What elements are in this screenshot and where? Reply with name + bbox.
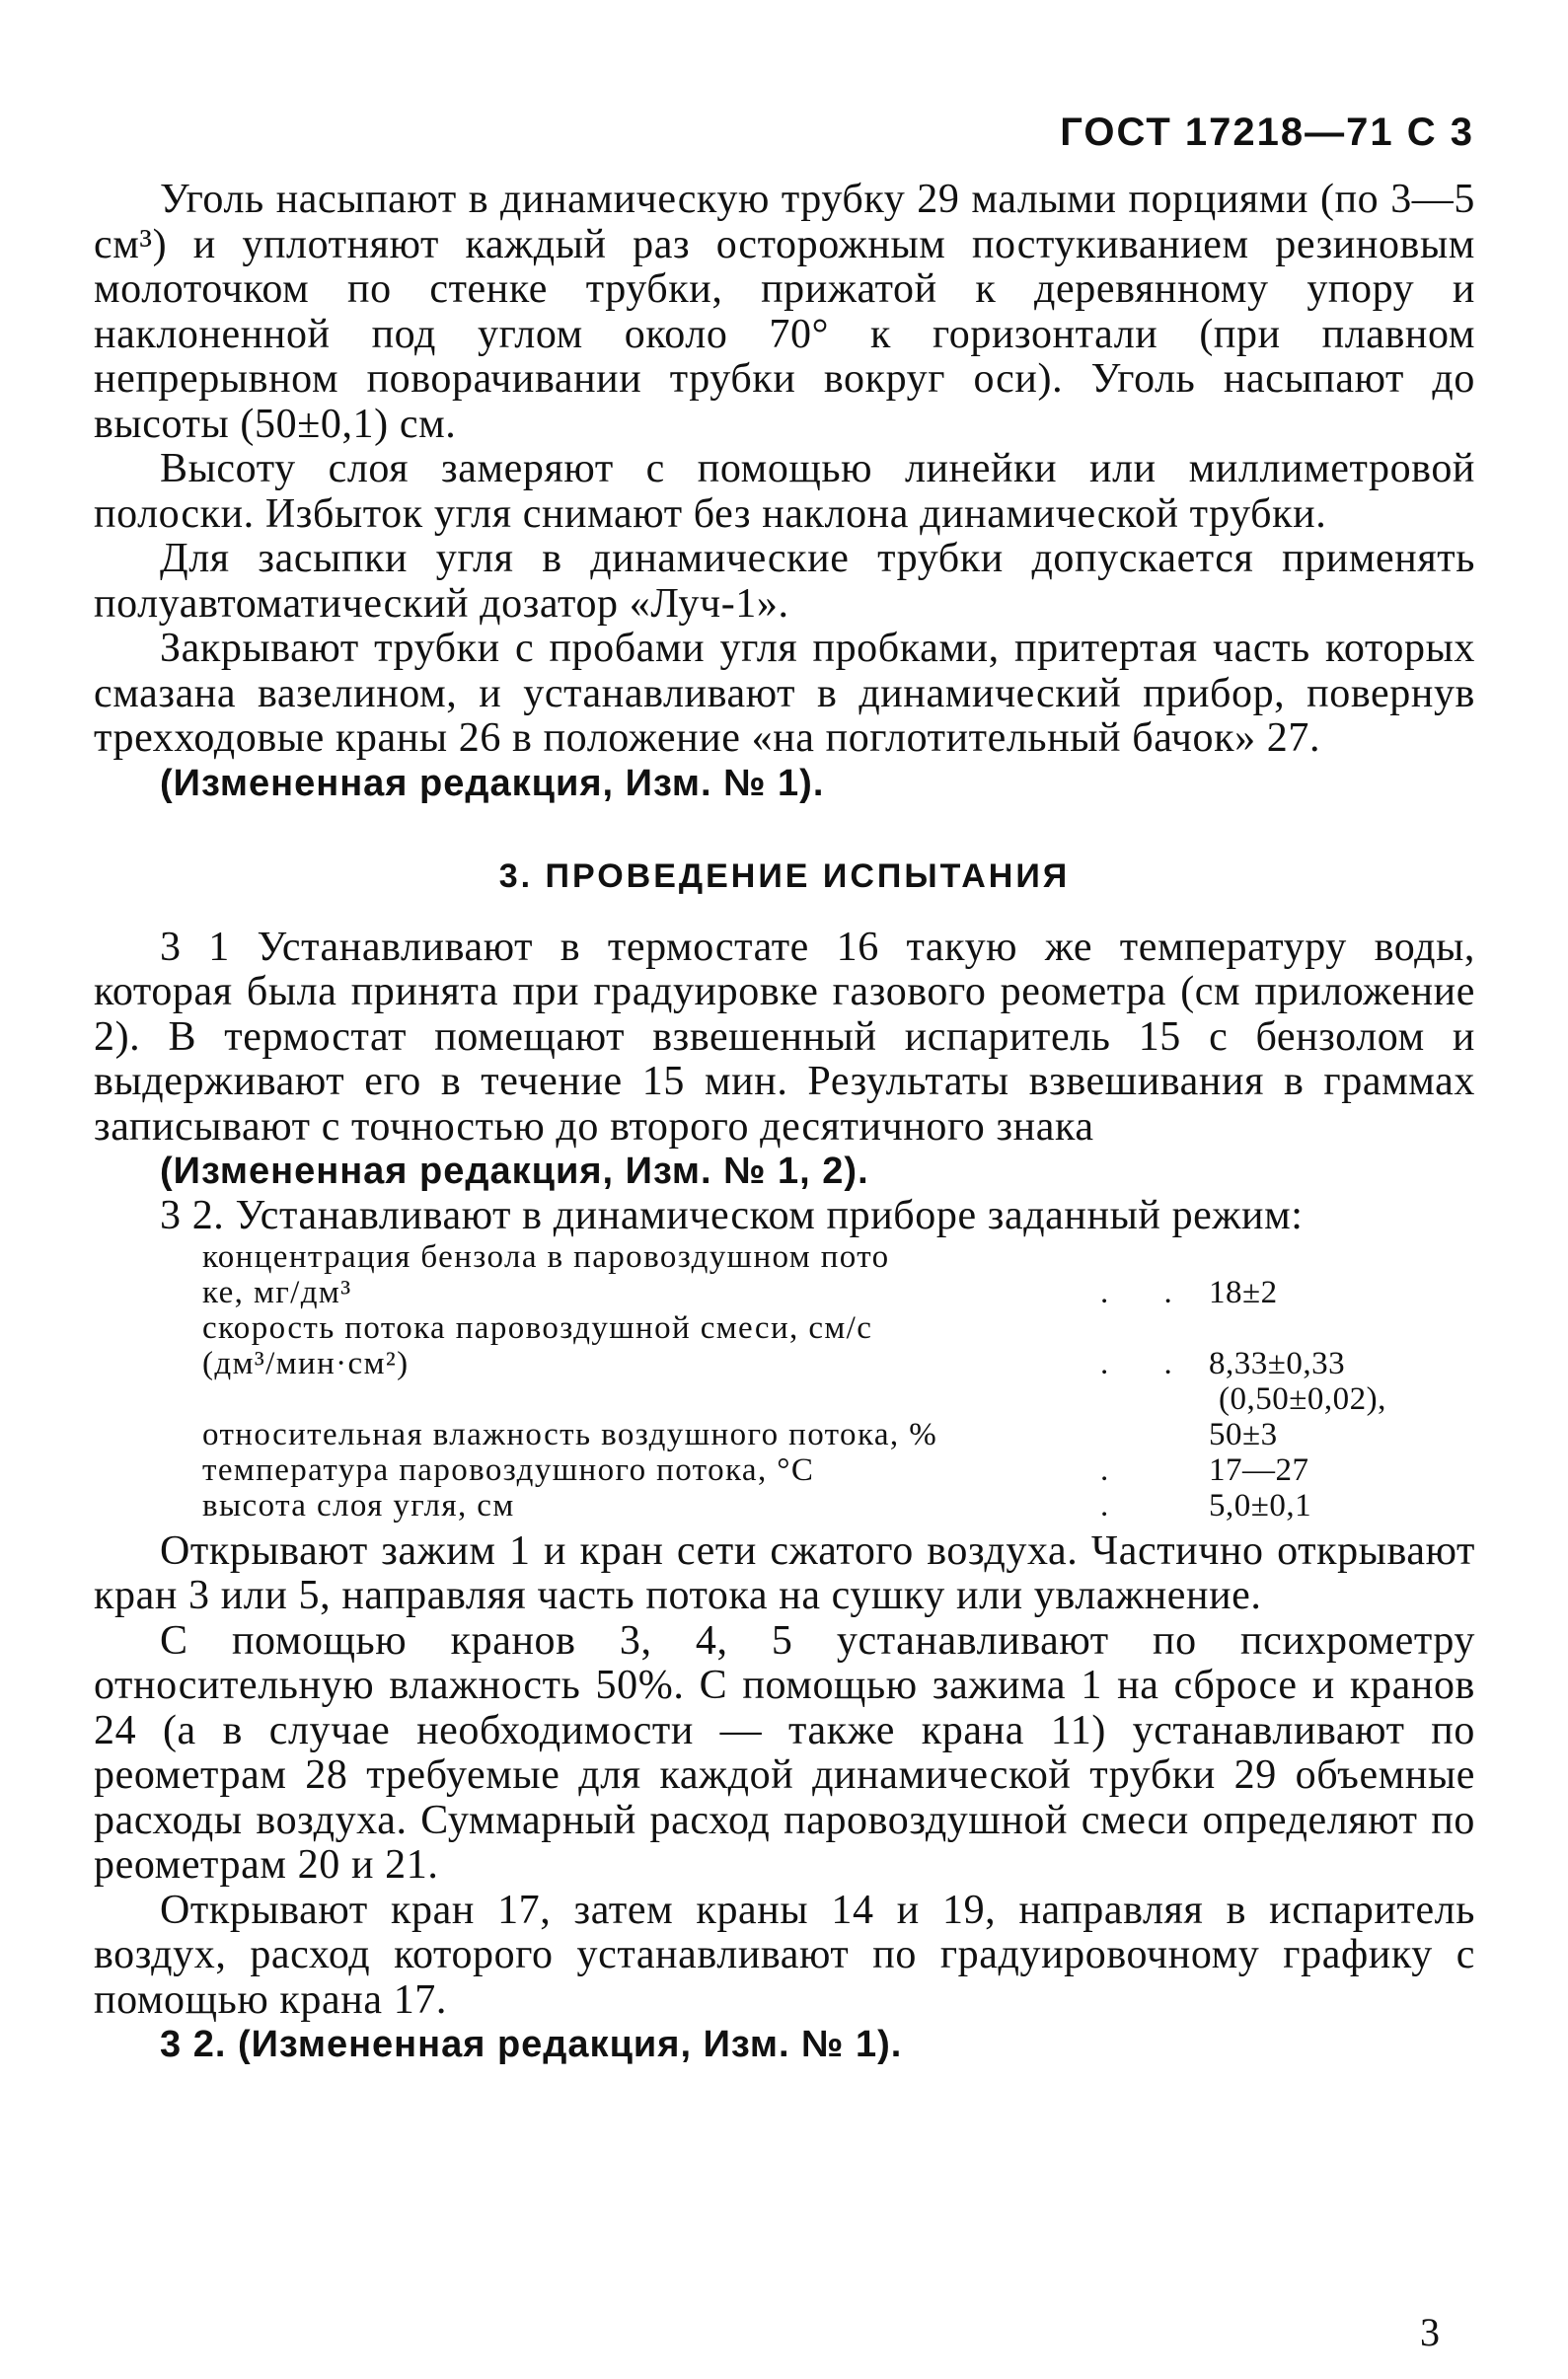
regime-row bbox=[202, 1310, 1377, 1346]
page-header: ГОСТ 17218—71 С 3 bbox=[1060, 111, 1474, 154]
paragraph-open-clamp: Открывают зажим 1 и кран сети сжатого воздуха. Частично открывают кран 3 или 5, направляя часть потока на сушку или увлажнение. bbox=[94, 1527, 1475, 1618]
regime-value: 50±3 bbox=[1209, 1416, 1278, 1452]
main-text bbox=[94, 178, 1475, 2067]
leader-dots: . bbox=[1100, 1487, 1133, 1524]
regime-row bbox=[202, 1275, 1377, 1310]
regime-value: 5,0±0,1 bbox=[1209, 1487, 1312, 1524]
page-number: 3 bbox=[1420, 2310, 1440, 2354]
section-heading: 3. ПРОВЕДЕНИЕ ИСПЫТАНИЯ bbox=[498, 856, 1071, 895]
regime-label: скорость потока паровоздушной смеси, см/с bbox=[202, 1309, 873, 1346]
regime-label: температура паровоздушного потока, °С bbox=[202, 1451, 815, 1488]
regime-row bbox=[202, 1380, 1386, 1417]
regime-label: высота слоя угля, см bbox=[202, 1487, 515, 1524]
paragraph-closing-tubes: Закрывают трубки с пробами угля пробками, притертая часть которых смазана вазелином, и устанавливают в динамический прибор, повернув трехходовые краны 26 в положение «на поглотительный бачок» 27. bbox=[94, 626, 1475, 761]
paragraph-3-1: 3 1 Устанавливают в термостате 16 такую же температуру воды, которая была принята при градуировке газового реометра (см приложение 2). В термостат помещают взвешенный испаритель 15 с бензолом и выдерживают его в течение 15 мин. Результаты взвешивания в граммах записывают с точностью до второго десятичного знака bbox=[94, 924, 1475, 1150]
regime-value: (0,50±0,02), bbox=[1219, 1380, 1386, 1417]
regime-row bbox=[202, 1488, 1377, 1524]
amendment-note-1: (Измененная редакция, Изм. № 1). bbox=[160, 762, 825, 804]
leader-dots: . . bbox=[1100, 1274, 1196, 1310]
regime-label: относительная влажность воздушного потока, % bbox=[202, 1416, 938, 1452]
paragraph-evaporator-air: Открывают кран 17, затем краны 14 и 19, направляя в испаритель воздух, расход которого устанавливают по градуировочному графику с помощью крана 17. bbox=[94, 1887, 1475, 2023]
regime-row bbox=[202, 1346, 1377, 1381]
regime-label: концентрация бензола в паровоздушном пото bbox=[202, 1238, 890, 1275]
paragraph-humidity-setup: С помощью кранов 3, 4, 5 устанавливают по психрометру относительную влажность 50%. С помощью зажима 1 на сбросе и кранов 24 (а в случае необходимости — также крана 11) устанавливают по реометрам 28 требуемые для каждой динамической трубки 29 объемные расходы воздуха. Суммарный расход паровоздушной смеси определяют по реометрам 20 и 21. bbox=[94, 1617, 1475, 1888]
leader-dots: . bbox=[1100, 1451, 1133, 1488]
regime-row bbox=[202, 1417, 1377, 1452]
regime-value: 8,33±0,33 bbox=[1209, 1345, 1346, 1381]
amendment-note-2: (Измененная редакция, Изм. № 1, 2). bbox=[160, 1151, 869, 1192]
regime-table bbox=[202, 1238, 1386, 1524]
regime-label: ке, мг/дм³ bbox=[202, 1274, 352, 1310]
regime-value: 17—27 bbox=[1209, 1451, 1309, 1488]
regime-label: (дм³/мин·см²) bbox=[202, 1345, 410, 1381]
amendment-note-3: 3 2. (Измененная редакция, Изм. № 1). bbox=[160, 2024, 903, 2065]
paragraph-coal-filling: Уголь насыпают в динамическую трубку 29 малыми порциями (по 3—5 см³) и уплотняют каждый раз осторожным постукиванием резиновым молоточком по стенке трубки, прижатой к деревянному упору и наклоненной под углом около 70° к горизонтали (при плавном непрерывном поворачивании трубки вокруг оси). Уголь насыпают до высоты (50±0,1) см. bbox=[94, 177, 1475, 447]
paragraph-3-2: 3 2. Устанавливают в динамическом приборе заданный режим: bbox=[160, 1193, 1304, 1238]
leader-dots: . . bbox=[1100, 1345, 1196, 1381]
paragraph-dispenser: Для засыпки угля в динамические трубки допускается применять полуавтоматический дозатор «Луч-1». bbox=[94, 536, 1475, 627]
paragraph-layer-height: Высоту слоя замеряют с помощью линейки или миллиметровой полоски. Избыток угля снимают без наклона динамической трубки. bbox=[94, 446, 1475, 537]
regime-row bbox=[202, 1239, 1377, 1275]
regime-row bbox=[202, 1452, 1377, 1488]
regime-value: 18±2 bbox=[1209, 1274, 1278, 1310]
